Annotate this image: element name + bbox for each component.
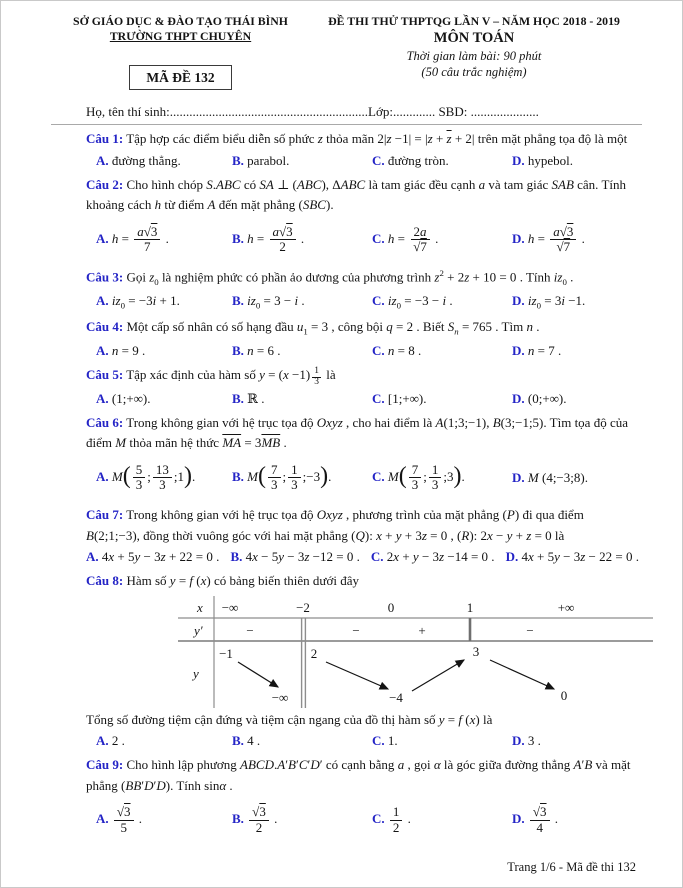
table-grid-lines: [178, 596, 653, 708]
school-name: TRƯỜNG THPT CHUYÊN: [109, 29, 252, 44]
option-C: C. 2x + y − 3z −14 = 0 .: [370, 549, 495, 565]
question: [86, 129, 639, 171]
option-letter: C.: [372, 342, 385, 358]
option-letter: D.: [512, 811, 525, 827]
option-letter: B.: [232, 152, 244, 168]
y-value: −1: [219, 645, 233, 661]
options-row: [86, 547, 639, 567]
option-D: D. 3 .: [512, 733, 541, 749]
variation-table: [178, 596, 653, 708]
department-name: SỞ GIÁO DỤC & ĐÀO TẠO THÁI BÌNH: [73, 14, 288, 28]
question-count-note: (50 câu trắc nghiệm): [421, 65, 527, 80]
option-letter: A.: [96, 390, 109, 406]
option-letter: D.: [512, 152, 525, 168]
question-number: Câu 7:: [86, 506, 124, 522]
header-right: [308, 14, 640, 90]
option-B: B. parabol.: [232, 152, 290, 168]
option-letter: B.: [230, 549, 243, 565]
derivative-sign: −: [246, 622, 254, 638]
option-letter: C.: [372, 152, 385, 168]
question-body: Câu 9: Cho hình lập phương ABCD.A′B′C′D′ có cạnh bằng a , gọi α là góc giữa đường thẳng A′B và mặt phẳng (BB′D′D). Tính sinα .: [86, 757, 631, 793]
option-B: B. h = $\frac{a√3}{2}$ .: [232, 223, 305, 255]
option-D: D. 4x + 5y − 3z − 22 = 0 .: [505, 549, 639, 565]
option-letter: D.: [505, 549, 519, 565]
header-left: [53, 14, 308, 90]
option-A: A. $\frac{√3}{5}$ .: [96, 804, 143, 835]
student-info-line: Họ, tên thí sinh:.............................................................Lớp:............. SBD: .....................: [86, 104, 539, 120]
question-number: Câu 4:: [86, 319, 124, 335]
derivative-sign: +: [418, 622, 426, 638]
decrease-arrow: [490, 660, 554, 689]
options-row: [86, 731, 639, 751]
option-letter: B.: [232, 390, 244, 406]
trend-arrows: [238, 660, 554, 691]
option-letter: C.: [372, 390, 385, 406]
option-letter: B.: [232, 342, 244, 358]
y-value: 3: [472, 643, 480, 659]
option-letter: D.: [512, 733, 525, 749]
option-B: B. 4x − 5y − 3z −12 = 0 .: [230, 549, 360, 565]
question: [86, 755, 639, 843]
question-followup: Tổng số đường tiệm cận đứng và tiệm cận ngang của đồ thị hàm số y = f (x) là: [86, 711, 493, 727]
question: [86, 571, 639, 751]
option-A: A. (1;+∞).: [96, 390, 151, 406]
option-letter: A.: [96, 152, 109, 168]
option-A: A. đường thẳng.: [96, 152, 181, 168]
option-C: C. 1.: [372, 733, 398, 749]
option-letter: B.: [232, 733, 244, 749]
row-label-y: y: [193, 665, 199, 681]
option-letter: A.: [86, 549, 99, 565]
question: [86, 505, 639, 567]
option-B: B. M( $\frac{7}{3}$ ; $\frac{1}{3}$ ;−3).: [232, 461, 332, 493]
question-body: Câu 3: Gọi $z_0$ là nghiệm phức có phần ảo dương của phương trình $z^2 + 2z + 10 = 0$ . Tính $iz_0$ .: [86, 267, 574, 287]
option-letter: A.: [96, 342, 109, 358]
option-B: B. ℝ .: [232, 390, 265, 406]
subject-title: MÔN TOÁN: [433, 30, 515, 47]
question-body: Câu 4: Một cấp số nhân có số hạng đầu $u_1 = 3$ , công bội q = 2 . Biết $S_n = 765$ . Tìm n .: [86, 319, 540, 337]
row-label-x: x: [197, 599, 203, 615]
x-value: −2: [296, 599, 310, 615]
option-B: B. n = 6 .: [232, 342, 281, 358]
option-D: D. (0;+∞).: [512, 390, 567, 406]
option-D: D. hypebol.: [512, 152, 574, 168]
option-letter: D.: [512, 230, 525, 246]
exam-code-box: MÃ ĐỀ 132: [129, 65, 231, 91]
option-C: C. $\frac{1}{2}$ .: [372, 804, 411, 835]
option-A: A. 2 .: [96, 733, 125, 749]
y-value: 0: [560, 687, 568, 703]
option-A: A. n = 9 .: [96, 342, 146, 358]
question-body: Câu 8: Hàm số y = f (x) có bảng biến thiên dưới đây: [86, 573, 359, 589]
options-row: [86, 455, 639, 501]
question: [86, 365, 639, 409]
y-value: −∞: [271, 689, 289, 705]
question-number: Câu 6:: [86, 414, 124, 430]
derivative-sign: −: [352, 622, 360, 638]
option-letter: A.: [96, 230, 109, 246]
options-row: [86, 217, 639, 263]
row-label-y-prime: y′: [194, 622, 203, 638]
question-number: Câu 2:: [86, 176, 124, 192]
x-value: +∞: [557, 599, 575, 615]
option-letter: C.: [372, 292, 385, 308]
header: [53, 14, 640, 90]
page-footer: Trang 1/6 - Mã đề thi 132: [507, 860, 636, 874]
option-letter: A.: [96, 468, 109, 484]
increase-arrow: [412, 660, 464, 691]
duration-note: Thời gian làm bài: 90 phút: [406, 49, 542, 64]
exam-title: ĐỀ THI THỬ THPTQG LẦN V – NĂM HỌC 2018 - 2019: [328, 14, 620, 28]
option-letter: A.: [96, 292, 109, 308]
question: [86, 317, 639, 361]
option-letter: D.: [512, 342, 525, 358]
option-A: A. 4x + 5y − 3z + 22 = 0 .: [86, 549, 220, 565]
options-row: [86, 797, 639, 843]
options-row: [86, 151, 639, 171]
questions-list: [86, 129, 639, 843]
question-number: Câu 8:: [86, 573, 124, 589]
option-letter: B.: [232, 230, 244, 246]
question-body: Câu 5: Tập xác định của hàm số y = (x −1) $\frac{1}{3}$ là: [86, 365, 336, 387]
option-D: D. $\frac{√3}{4}$ .: [512, 804, 559, 835]
question-body: Câu 7: Trong không gian với hệ trục tọa độ Oxyz , phương trình của mặt phẳng (P) đi qua điểm B(2;1;−3), đồng thời vuông góc với hai mặt phẳng (Q): x + y + 3z = 0 , (R): 2x − y + z = 0 là: [86, 506, 584, 543]
option-letter: D.: [512, 292, 525, 308]
question-number: Câu 9:: [86, 757, 124, 773]
option-B: B. 4 .: [232, 733, 261, 749]
question-number: Câu 3:: [86, 269, 124, 285]
option-C: C. [1;+∞).: [372, 390, 427, 406]
divider: [51, 124, 642, 125]
option-letter: D.: [512, 469, 525, 485]
question: [86, 175, 639, 263]
question: [86, 267, 639, 313]
option-D: D. h = $\frac{a√3}{√7}$ .: [512, 223, 585, 255]
option-C: C. M( $\frac{7}{3}$ ; $\frac{1}{3}$ ;3).: [372, 461, 465, 493]
question-number: Câu 1:: [86, 131, 124, 147]
option-letter: A.: [96, 811, 109, 827]
question-body: Câu 2: Cho hình chóp S.ABC có SA ⊥ (ABC), ΔABC là tam giác đều cạnh a và tam giác SAB cân. Tính khoảng cách h từ điểm A đến mặt phẳng (SBC).: [86, 176, 626, 213]
option-A: A. h = $\frac{a√3}{7}$ .: [96, 223, 169, 255]
option-letter: C.: [372, 230, 385, 246]
option-letter: C.: [372, 468, 385, 484]
question: [86, 413, 639, 501]
option-C: C. $iz_0 = -3 - i$ .: [372, 292, 453, 311]
option-letter: D.: [512, 390, 525, 406]
option-D: D. M (4;−3;8).: [512, 469, 588, 485]
x-value: −∞: [221, 599, 239, 615]
x-value: 0: [387, 599, 395, 615]
y-value: 2: [310, 645, 318, 661]
decrease-arrow: [238, 662, 278, 687]
option-D: D. n = 7 .: [512, 342, 562, 358]
option-D: D. $iz_0 = 3i -1$.: [512, 292, 586, 311]
x-value: 1: [466, 599, 474, 615]
options-row: [86, 389, 639, 409]
option-A: A. $iz_0 = -3i + 1$.: [96, 292, 180, 311]
option-C: C. đường tròn.: [372, 152, 449, 168]
option-A: A. M( $\frac{5}{3}$ ; $\frac{13}{3}$ ;1).: [96, 461, 196, 493]
question-body: Câu 6: Trong không gian với hệ trục tọa độ Oxyz , cho hai điểm là A(1;3;−1), B(3;−1;5). Tìm tọa độ của điểm M thỏa mãn hệ thức $\overline{MA} = 3\overline{MB}$ .: [86, 414, 628, 451]
option-letter: C.: [372, 733, 385, 749]
decrease-arrow: [326, 662, 388, 689]
options-row: [86, 291, 639, 313]
option-B: B. $\frac{√3}{2}$ .: [232, 804, 278, 835]
question-number: Câu 5:: [86, 366, 124, 382]
derivative-sign: −: [526, 622, 534, 638]
options-row: [86, 341, 639, 361]
option-letter: B.: [232, 811, 244, 827]
option-letter: C.: [372, 811, 385, 827]
option-letter: B.: [232, 292, 244, 308]
question-body: Câu 1: Tập hợp các điểm biểu diễn số phức z thỏa mãn $2|z -1| = |z + \overline{z} + 2|$ trên mặt phẳng tọa độ là một: [86, 131, 628, 147]
option-B: B. $iz_0 = 3 - i$ .: [232, 292, 305, 311]
option-C: C. n = 8 .: [372, 342, 422, 358]
option-letter: B.: [232, 468, 244, 484]
y-value: −4: [389, 689, 403, 705]
option-C: C. h = $\frac{2a}{√7}$ .: [372, 223, 439, 255]
option-letter: C.: [370, 549, 384, 565]
option-letter: A.: [96, 733, 109, 749]
